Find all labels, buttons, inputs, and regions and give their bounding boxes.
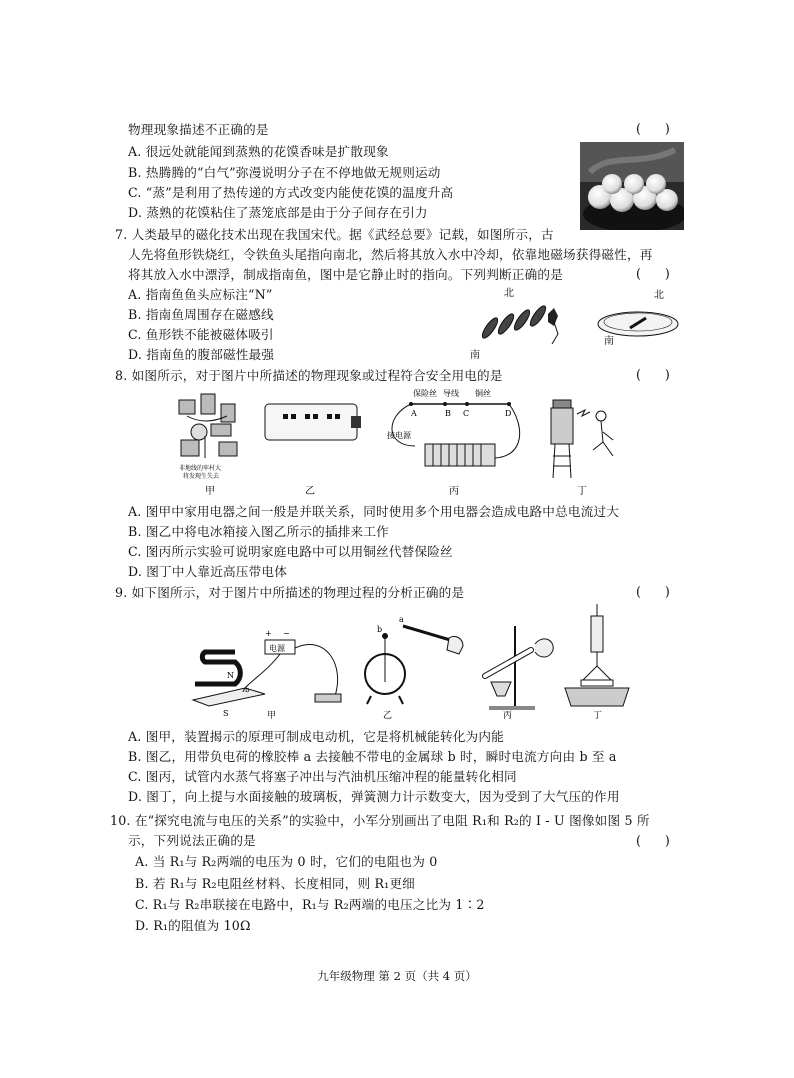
magnetized-fish-figure (468, 284, 688, 360)
q7-option-c: C. 鱼形铁不能被磁体吸引 (128, 327, 274, 342)
q7-paren: ( ) (636, 266, 670, 281)
q6-option-d: D. 蒸熟的花馍粘住了蒸笼底部是由于分子间存在引力 (128, 205, 428, 220)
steamed-buns-photo (580, 142, 684, 230)
physics-process-figure (185, 604, 635, 724)
fig9-label-s: S (223, 709, 229, 718)
q6-option-a: A. 很远处就能闻到蒸熟的花馍香味是扩散现象 (128, 144, 389, 159)
fig9-label-bing: 丙 (503, 711, 513, 721)
fig-label-north: 北 (504, 288, 514, 299)
fig8-warn-line2: 将发现生失去 (183, 473, 220, 480)
fig-label-south: 南 (470, 350, 480, 360)
fig8-warn-line1: 非地线的牢村大 (179, 465, 222, 472)
q9-option-b: B. 图乙，用带负电荷的橡胶棒 a 去接触不带电的金属球 b 时，瞬时电流方向由 b 至 a (128, 749, 617, 764)
fig8-label-power: 接电源 (387, 431, 411, 440)
page-footer: 九年级物理 第 2 页（共 4 页） (317, 969, 477, 983)
fig9-power-label: 电源 (269, 644, 285, 653)
q7-option-d: D. 指南鱼的腹部磁性最强 (128, 347, 275, 362)
q7-line-3: 将其放入水中漂浮，制成指南鱼，图中是它静止时的指向。下列判断正确的是 (128, 267, 563, 282)
fig9-label-b2: b (377, 625, 383, 634)
q7-line-2: 人先将鱼形铁烧红，令铁鱼头尾指向南北，然后将其放入水中冷却，依靠地磁场获得磁性，再 (128, 247, 653, 262)
q10-option-b: B. 若 R₁与 R₂电阻丝材料、长度相同，则 R₁更细 (135, 876, 415, 891)
q9-option-d: D. 图丁，向上提与水面接触的玻璃板，弹簧测力计示数变大，因为受到了大气压的作用 (128, 789, 620, 804)
q10-line-1: 10. 在“探究电流与电压的关系”的实验中，小军分别画出了电阻 R₁和 R₂的 I - U 图像如图 5 所 (110, 813, 650, 828)
dish-label-south: 南 (604, 336, 614, 347)
fig9-label-jia: 甲 (267, 711, 277, 721)
fig9-label-yi: 乙 (383, 711, 393, 721)
q9-stem: 9. 如下图所示，对于图片中所描述的物理过程的分析正确的是 (115, 585, 465, 600)
q7-line-1: 7. 人类最早的磁化技术出现在我国宋代。据《武经总要》记载，如图所示，古 (115, 227, 554, 242)
q10-paren: ( ) (636, 833, 670, 848)
q8-stem: 8. 如图所示，对于图片中所描述的物理现象或过程符合安全用电的是 (115, 368, 503, 383)
fig9-label-n: N (227, 671, 234, 680)
q8-option-b: B. 图乙中将电冰箱接入图乙所示的插排来工作 (128, 524, 389, 539)
q8-option-c: C. 图丙所示实验可说明家庭电路中可以用铜丝代替保险丝 (128, 544, 453, 559)
fig8-label-ding: 丁 (577, 486, 587, 497)
fig8-label-wire: 导线 (443, 389, 459, 398)
q10-option-a: A. 当 R₁与 R₂两端的电压为 0 时，它们的电阻也为 0 (135, 854, 438, 869)
q9-option-a: A. 图甲，装置揭示的原理可制成电动机，它是将机械能转化为内能 (128, 729, 504, 744)
fig8-point-c: C (463, 409, 470, 418)
fig9-label-b1: b (245, 686, 250, 694)
fig9-label-a: a (399, 615, 404, 624)
safe-electricity-figure (175, 386, 635, 498)
q9-paren: ( ) (636, 584, 670, 599)
fig8-label-copper: 铜丝 (475, 389, 491, 398)
q6-option-c: C. “蒸”是利用了热传递的方式改变内能使花馍的温度升高 (128, 185, 454, 200)
fig9-label-ding: 丁 (593, 711, 603, 721)
dish-label-north: 北 (654, 290, 664, 301)
q8-option-a: A. 图甲中家用电器之间一般是并联关系，同时使用多个用电器会造成电路中总电流过大 (128, 504, 620, 519)
fig8-point-d: D (505, 409, 512, 418)
q7-option-a: A. 指南鱼鱼头应标注“N” (128, 287, 273, 302)
q10-line-2: 示，下列说法正确的是 (128, 833, 256, 848)
fig8-label-bing: 丙 (449, 486, 459, 497)
q6-stem: 物理现象描述不正确的是 (128, 122, 269, 137)
fig8-point-b: B (445, 409, 451, 418)
fig9-plus: + (265, 629, 272, 638)
q10-option-d: D. R₁的阻值为 10Ω (135, 918, 251, 933)
q9-option-c: C. 图丙，试管内水蒸气将塞子冲出与汽油机压缩冲程的能量转化相同 (128, 769, 517, 784)
fig8-label-fuse: 保险丝 (413, 389, 437, 398)
q8-paren: ( ) (636, 367, 670, 382)
fig9-minus: − (283, 629, 290, 638)
fig8-point-a: A (411, 409, 417, 418)
fig8-label-jia: 甲 (205, 486, 215, 497)
q6-paren: ( ) (636, 121, 670, 136)
q10-option-c: C. R₁与 R₂串联接在电路中，R₁与 R₂两端的电压之比为 1∶2 (135, 897, 485, 912)
fig8-label-yi: 乙 (305, 486, 315, 497)
q7-option-b: B. 指南鱼周围存在磁感线 (128, 307, 274, 322)
q8-option-d: D. 图丁中人靠近高压带电体 (128, 564, 287, 579)
q6-option-b: B. 热腾腾的“白气”弥漫说明分子在不停地做无规则运动 (128, 165, 441, 180)
